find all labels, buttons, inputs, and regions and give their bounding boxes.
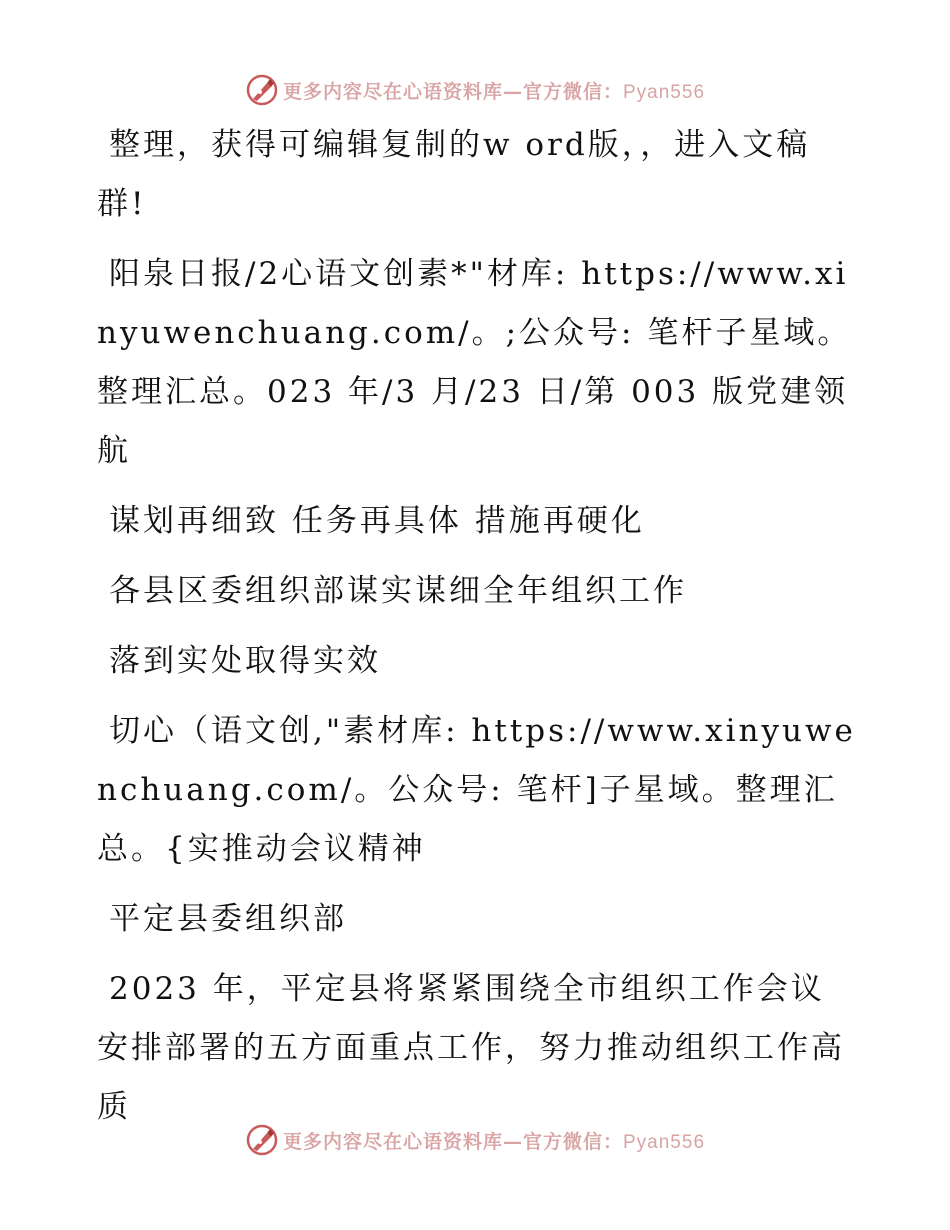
paragraph-department: 平定县委组织部 bbox=[109, 901, 347, 937]
pen-nib-logo-icon bbox=[245, 73, 279, 107]
headline-line-2: 各县区委组织部谋实谋细全年组织工作 bbox=[109, 573, 687, 609]
headline-line-3: 落到实处取得实效 bbox=[109, 643, 381, 679]
header-banner bbox=[0, 70, 950, 110]
paragraph-intro: 整理，获得可编辑复制的w ord版，，进入文稿群! bbox=[97, 127, 811, 222]
document-body bbox=[97, 116, 857, 1148]
paragraph-source: 阳泉日报/2心语文创素*"材库: https://www.xinyuwenchuang.com/。;公众号: 笔杆子星域。整理汇总。023 年/3 月/23 日/第 003 版党建领航 bbox=[97, 256, 852, 469]
pen-nib-logo-icon bbox=[245, 1123, 279, 1157]
paragraph-section: 切心（语文创,"素材库: https://www.xinyuwenchuang.com/。公众号: 笔杆]子星域。整理汇总。{实推动会议精神 bbox=[97, 713, 856, 867]
footer-banner bbox=[0, 1120, 950, 1160]
headline-line-1: 谋划再细致 任务再具体 措施再硬化 bbox=[109, 503, 645, 539]
footer-text: 更多内容尽在心语资料库—官方微信：Pyan556 bbox=[282, 1130, 706, 1153]
paragraph-body: 2023 年，平定县将紧紧围绕全市组织工作会议安排部署的五方面重点工作，努力推动组织工作高质 bbox=[97, 971, 845, 1125]
header-text: 更多内容尽在心语资料库—官方微信：Pyan556 bbox=[282, 80, 706, 103]
